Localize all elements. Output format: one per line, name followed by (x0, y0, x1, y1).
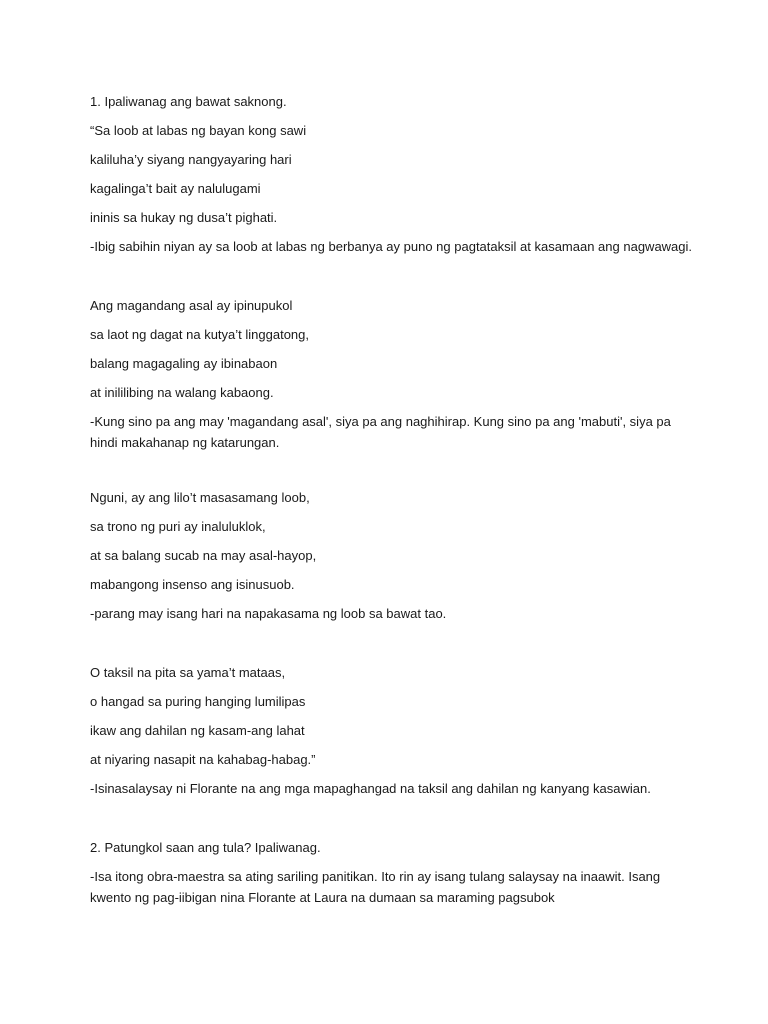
stanza-2-line-4: at inililibing na walang kabaong. (90, 385, 274, 400)
question-2-answer: -Isa itong obra-maestra sa ating sariling panitikan. Ito rin ay isang tulang salaysay na inaawit. Isang kwento ng pag-iibigan nina Florante at Laura na dumaan sa maraming pagsubok (90, 869, 661, 905)
stanza-4-line-2: o hangad sa puring hanging lumilipas (90, 694, 306, 709)
stanza-3-line-3: at sa balang sucab na may asal-hayop, (90, 548, 317, 563)
stanza-4-line-1: O taksil na pita sa yama’t mataas, (90, 665, 286, 680)
stanza-1-line-3: kagalinga’t bait ay nalulugami (90, 181, 261, 196)
stanza-4-line-3: ikaw ang dahilan ng kasam-ang lahat (90, 723, 305, 738)
stanza-3-line-2: sa trono ng puri ay inaluluklok, (90, 519, 266, 534)
stanza-1-line-1: “Sa loob at labas ng bayan kong sawi (90, 123, 307, 138)
stanza-3-line-4: mabangong insenso ang isinusuob. (90, 577, 295, 592)
stanza-3-explanation: -parang may isang hari na napakasama ng loob sa bawat tao. (90, 606, 447, 621)
stanza-4-explanation: -Isinasalaysay ni Florante na ang mga mapaghangad na taksil ang dahilan ng kanyang kasawian. (90, 781, 651, 796)
stanza-2-line-3: balang magagaling ay ibinabaon (90, 356, 278, 371)
stanza-2-line-1: Ang magandang asal ay ipinupukol (90, 298, 293, 313)
question-2-heading: 2. Patungkol saan ang tula? Ipaliwanag. (90, 840, 321, 855)
stanza-3-line-1: Nguni, ay ang lilo’t masasamang loob, (90, 490, 310, 505)
stanza-2-explanation: -Kung sino pa ang may 'magandang asal', siya pa ang naghihirap. Kung sino pa ang 'mabuti', siya pa hindi makahanap ng katarungan. (90, 414, 671, 450)
stanza-1-line-4: ininis sa hukay ng dusa’t pighati. (90, 210, 278, 225)
stanza-1-explanation: -Ibig sabihin niyan ay sa loob at labas ng berbanya ay puno ng pagtataksil at kasamaan ang nagwawagi. (90, 239, 693, 254)
stanza-1-line-2: kaliluha’y siyang nangyayaring hari (90, 152, 292, 167)
stanza-4-line-4: at niyaring nasapit na kahabag-habag.” (90, 752, 316, 767)
question-1-heading: 1. Ipaliwanag ang bawat saknong. (90, 94, 287, 109)
stanza-2-line-2: sa laot ng dagat na kutya’t linggatong, (90, 327, 309, 342)
